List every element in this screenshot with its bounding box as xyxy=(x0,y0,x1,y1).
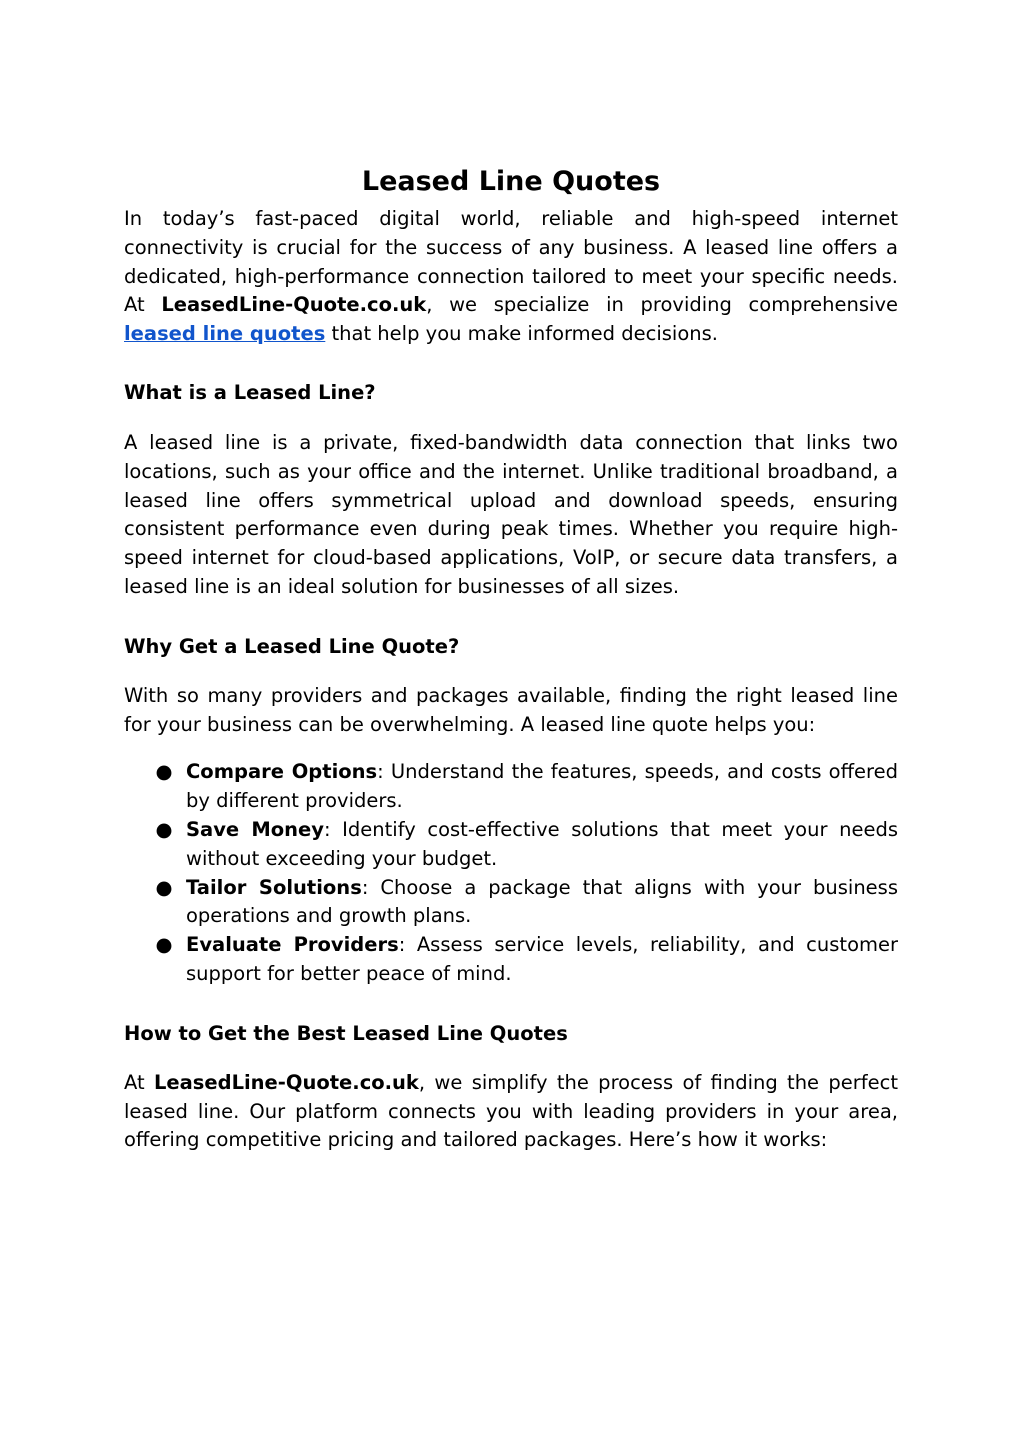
list-item xyxy=(124,758,898,816)
bullet-icon: ● xyxy=(155,760,173,784)
list-item-term: Tailor Solutions xyxy=(186,875,362,899)
list-item xyxy=(124,931,898,989)
list-item-text: : Assess service levels, reliability, and customer support for better peace of mind. xyxy=(186,933,899,985)
intro-paragraph xyxy=(124,205,898,349)
how-to-text-1: At xyxy=(124,1070,154,1094)
benefits-list xyxy=(124,758,898,988)
bullet-icon: ● xyxy=(155,933,173,957)
how-to-text-2: , we simplify the process of finding the perfect leased line. Our platform connects you with leading providers in your area, offering competitive pricing and tailored packages. Here’s how it works: xyxy=(124,1070,899,1152)
page-title: Leased Line Quotes xyxy=(361,166,661,197)
document-page xyxy=(124,160,898,1155)
leased-line-quotes-link[interactable]: leased line quotes xyxy=(124,322,326,346)
list-item-text: : Identify cost-effective solutions that meet your needs without exceeding your budget. xyxy=(186,817,898,870)
brand-name: LeasedLine-Quote.co.uk xyxy=(161,293,427,317)
intro-text-2: , we specialize in providing comprehensive xyxy=(426,293,898,317)
brand-name: LeasedLine-Quote.co.uk xyxy=(153,1070,419,1094)
list-item-text: : Choose a package that aligns with your business operations and growth plans. xyxy=(186,875,898,928)
section-heading-how-to: How to Get the Best Leased Line Quotes xyxy=(124,1021,568,1045)
section-heading-what-is: What is a Leased Line? xyxy=(124,380,376,404)
bullet-icon: ● xyxy=(155,817,173,841)
section-heading-why-get: Why Get a Leased Line Quote? xyxy=(124,634,460,658)
bullet-icon: ● xyxy=(155,875,173,899)
list-item xyxy=(124,874,898,932)
list-item-term: Save Money xyxy=(186,817,324,841)
list-item-term: Evaluate Providers xyxy=(186,933,399,957)
list-item-term: Compare Options xyxy=(186,760,378,784)
section-body-what-is: A leased line is a private, fixed-bandwidth data connection that links two locations, such as your office and the internet. Unlike traditional broadband, a leased line offers symmetrical upload and download speeds, ensuring consistent performance even during peak times. Whether you require high-speed internet for cloud-based applications, VoIP, or secure data transfers, a leased line is an ideal solution for businesses of all sizes. xyxy=(124,430,898,598)
intro-text-1: In today’s fast-paced digital world, reliable and high-speed internet connectivity is crucial for the success of any business. A leased line offers a dedicated, high-performance connection tailored to meet your specific needs. At xyxy=(124,207,898,317)
section-body-how-to xyxy=(124,1069,898,1155)
section-body-why-get: With so many providers and packages available, finding the right leased line for your business can be overwhelming. A leased line quote helps you: xyxy=(124,683,898,736)
intro-text-3: that help you make informed decisions. xyxy=(325,322,718,346)
list-item xyxy=(124,816,898,874)
list-item-text: : Understand the features, speeds, and costs offered by different providers. xyxy=(186,760,899,813)
